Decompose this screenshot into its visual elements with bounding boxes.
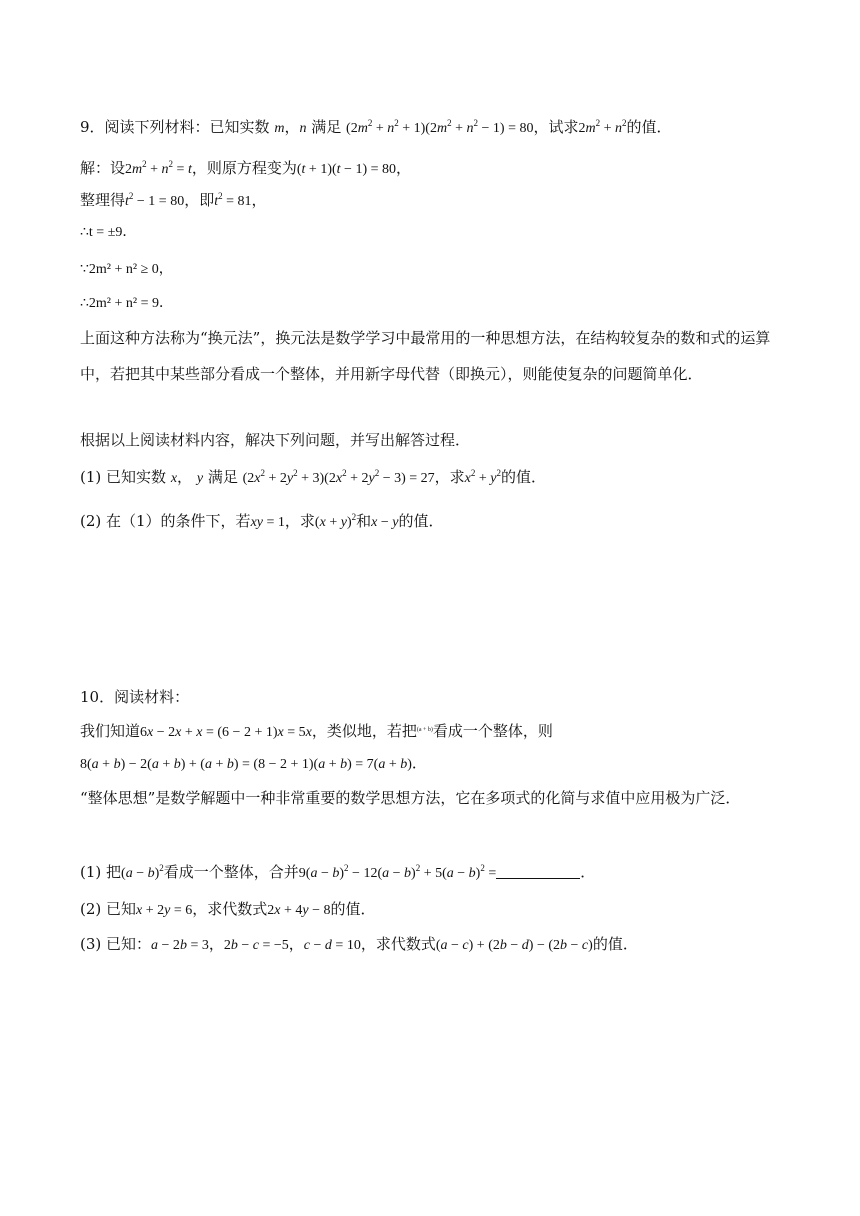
- q10-title: 10．阅读材料：: [80, 688, 190, 706]
- q9-stem: 9．阅读下列材料：已知实数 m，n 满足 $(2m^2 + n^2 + 1)(2m^2 + n^2 - 1) = 80$，试求$2m^2 + n^2$的值．: [80, 118, 672, 136]
- q9-solution-line1: 解：设$2m^2 + n^2 = t$，则原方程变为(t + 1)(t − 1) = 80，: [80, 159, 412, 177]
- answer-blank[interactable]: [496, 864, 580, 879]
- q9-instruction: 根据以上阅读材料内容，解决下列问题，并写出解答过程．: [80, 431, 471, 449]
- q10-line1: 我们知道6x − 2x + x = (6 − 2 + 1)x = 5x，类似地，若把$^{(a + b)}$看成一个整体，则: [80, 722, 553, 740]
- q9-part1: (1) 已知实数 x， y 满足 $(2x^2 + 2y^2 + 3)(2x^2 + 2y^2 - 3) = 27$，求$x^2 + y^2$的值．: [80, 468, 547, 486]
- q10-part1: (1) 把$(a - b)^2$看成一个整体，合并$9(a - b)^2 - 12(a - b)^2 + 5(a - b)^2$ = ．: [80, 863, 596, 881]
- q9-method-paragraph: 上面这种方法称为“换元法”，换元法是数学学习中最常用的一种思想方法，在结构较复杂的数和式的运算中，若把其中某些部分看成一个整体，并用新字母代替（即换元），则能使复杂的问题简单化．: [80, 329, 771, 383]
- q9-solution-line3: ∴t = ±9．: [80, 225, 137, 240]
- q9-solution-line4: ∵2m² + n² ≥ 0，: [80, 262, 173, 277]
- q10-part3: (3) 已知：a − 2b = 3，2b − c = −5，c − d = 10，求代数式(a − c) + (2b − d) − (2b − c)的值．: [80, 935, 638, 953]
- q9-solution-line2: 整理得$t^2 - 1 = 80$，即$t^2 = 81$，: [80, 191, 267, 209]
- q10-paragraph: “整体思想”是数学解题中一种非常重要的数学思想方法，它在多项式的化简与求值中应用极为广泛．: [80, 789, 741, 807]
- q9-solution-line5: ∴2m² + n² = 9．: [80, 296, 173, 311]
- q10-part2: (2) 已知x + 2y = 6，求代数式2x + 4y − 8的值．: [80, 900, 376, 918]
- q9-part2: (2) 在（1）的条件下，若xy = 1，求$(x + y)^2$和x − y的值．: [80, 512, 444, 530]
- q10-line2: 8(a + b) − 2(a + b) + (a + b) = (8 − 2 + 1)(a + b) = 7(a + b)．: [80, 754, 427, 772]
- q9-equation: $(2m^2 + n^2 + 1)(2m^2 + n^2 - 1) = 80$: [346, 118, 534, 136]
